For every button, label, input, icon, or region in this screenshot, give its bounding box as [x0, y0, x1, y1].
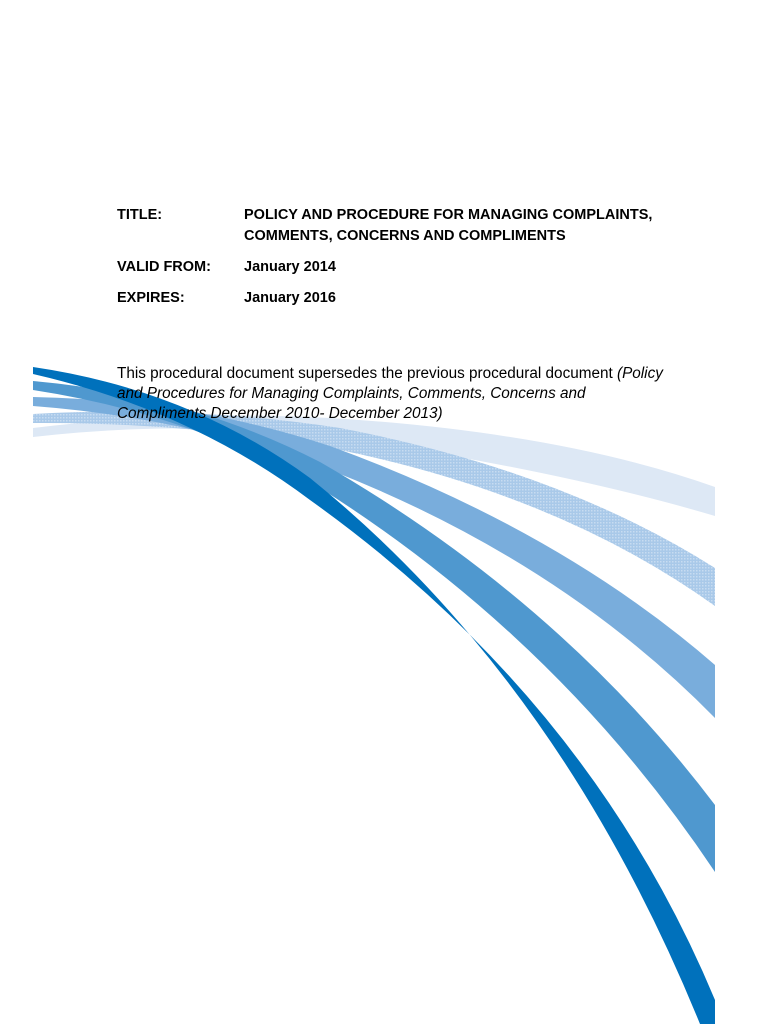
supersedes-italic-text: (Policy and Procedures for Managing Complaints, Comments, Concerns and Compliments December 2010- December 2013) — [117, 365, 663, 423]
supersedes-paragraph — [117, 364, 677, 424]
title-label: TITLE: — [117, 207, 163, 223]
title-value: POLICY AND PROCEDURE FOR MANAGING COMPLAINTS, COMMENTS, CONCERNS AND COMPLIMENTS — [244, 207, 653, 244]
supersedes-text: This procedural document supersedes the previous procedural document — [117, 365, 617, 383]
expires-value: January 2016 — [244, 290, 336, 306]
valid-from-label: VALID FROM: — [117, 259, 211, 275]
expires-label: EXPIRES: — [117, 290, 185, 306]
valid-from-value: January 2014 — [244, 259, 336, 275]
